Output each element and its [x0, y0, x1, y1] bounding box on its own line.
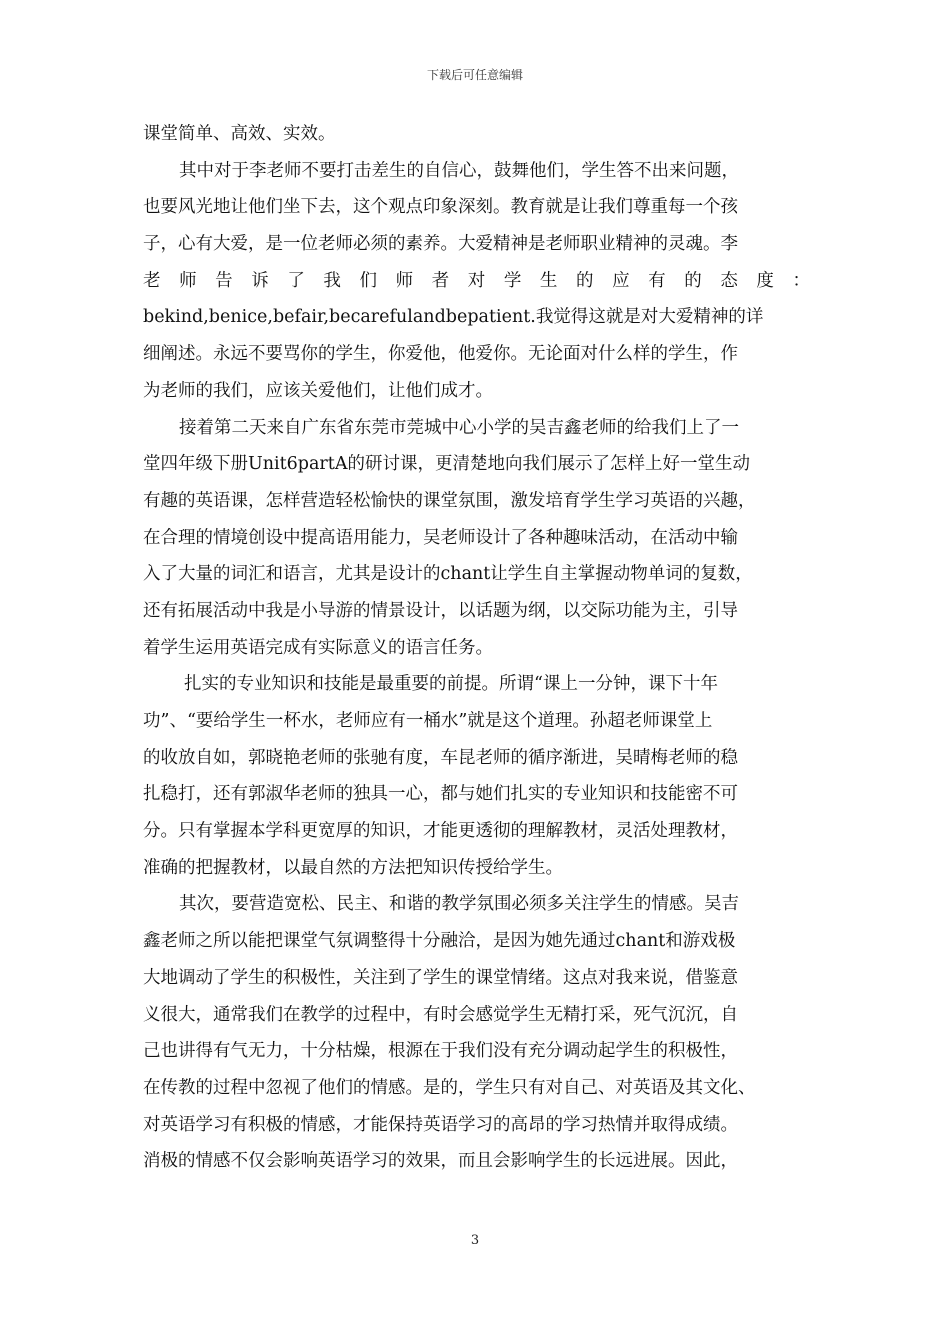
text-line: 子，心有大爱，是一位老师必须的素养。大爱精神是老师职业精神的灵魂。李	[143, 234, 738, 255]
page-number: 3	[470, 1233, 480, 1248]
text-line: 义很大，通常我们在教学的过程中，有时会感觉学生无精打采，死气沉沉，自	[143, 1004, 738, 1025]
text-line: 功”、“要给学生一杯水，老师应有一桶水”就是这个道理。孙超老师课堂上	[143, 711, 713, 731]
text-line: 扎稳打，还有郭淑华老师的独具一心，都与她们扎实的专业知识和技能密不可	[143, 784, 738, 805]
text-line: 课堂简单、高效、实效。	[143, 124, 336, 144]
text-line: 老师告诉了我们师者对学生的应有的态度：	[143, 270, 810, 291]
text-line: 对英语学习有积极的情感，才能保持英语学习的高昂的学习热情并取得成绩。	[143, 1114, 738, 1135]
page-header: 下载后可任意编辑	[426, 68, 523, 82]
text-line: 在传教的过程中忽视了他们的情感。是的，学生只有对自己、对英语及其文化、	[143, 1077, 756, 1098]
text-line: 鑫老师之所以能把课堂气氛调整得十分融洽，是因为她先通过chant和游戏极	[143, 931, 736, 952]
text-line: 接着第二天来自广东省东莞市莞城中心小学的吴吉鑫老师的给我们上了一	[179, 417, 739, 438]
text-line: 分。只有掌握本学科更宽厚的知识，才能更透彻的理解教材，灵活处理教材，	[143, 821, 738, 842]
document-body	[143, 116, 810, 1180]
text-line: 在合理的情境创设中提高语用能力，吴老师设计了各种趣味活动，在活动中输	[143, 527, 738, 548]
text-line: 准确的把握教材，以最自然的方法把知识传授给学生。	[143, 857, 563, 878]
text-line: 有趣的英语课，怎样营造轻松愉快的课堂氛围，激发培育学生学习英语的兴趣，	[143, 490, 756, 511]
text-line: 其次，要营造宽松、民主、和谐的教学氛围必须多关注学生的情感。吴吉	[179, 894, 739, 915]
text-line: 为老师的我们，应该关爱他们，让他们成才。	[143, 380, 493, 401]
text-line: 还有拓展活动中我是小导游的情景设计，以话题为纲，以交际功能为主，引导	[143, 600, 738, 621]
text-line: 其中对于李老师不要打击差生的自信心，鼓舞他们，学生答不出来问题，	[179, 160, 739, 181]
text-line: 扎实的专业知识和技能是最重要的前提。所谓“课上一分钟，课下十年	[184, 674, 718, 695]
text-line: 大地调动了学生的积极性，关注到了学生的课堂情绪。这点对我来说，借鉴意	[143, 967, 738, 988]
text-line: 堂四年级下册Unit6partA的研讨课，更清楚地向我们展示了怎样上好一堂生动	[143, 454, 750, 475]
text-line: 也要风光地让他们坐下去，这个观点印象深刻。教育就是让我们尊重每一个孩	[143, 197, 738, 218]
text-line: 入了大量的词汇和语言，尤其是设计的chant让学生自主掌握动物单词的复数，	[143, 564, 753, 585]
text-line: 细阐述。永远不要骂你的学生，你爱他，他爱你。无论面对什么样的学生，作	[143, 344, 738, 365]
text-line: 己也讲得有气无力，十分枯燥，根源在于我们没有充分调动起学生的积极性，	[143, 1041, 738, 1062]
text-line: 消极的情感不仅会影响英语学习的效果，而且会影响学生的长远进展。因此，	[143, 1151, 738, 1172]
text-line: 的收放自如，郭晓艳老师的张驰有度，车昆老师的循序渐进，吴晴梅老师的稳	[143, 747, 738, 768]
text-line: bekind,benice,befair,becarefulandbepatient.我觉得这就是对大爱精神的详	[143, 307, 764, 328]
text-line: 着学生运用英语完成有实际意义的语言任务。	[143, 637, 493, 658]
